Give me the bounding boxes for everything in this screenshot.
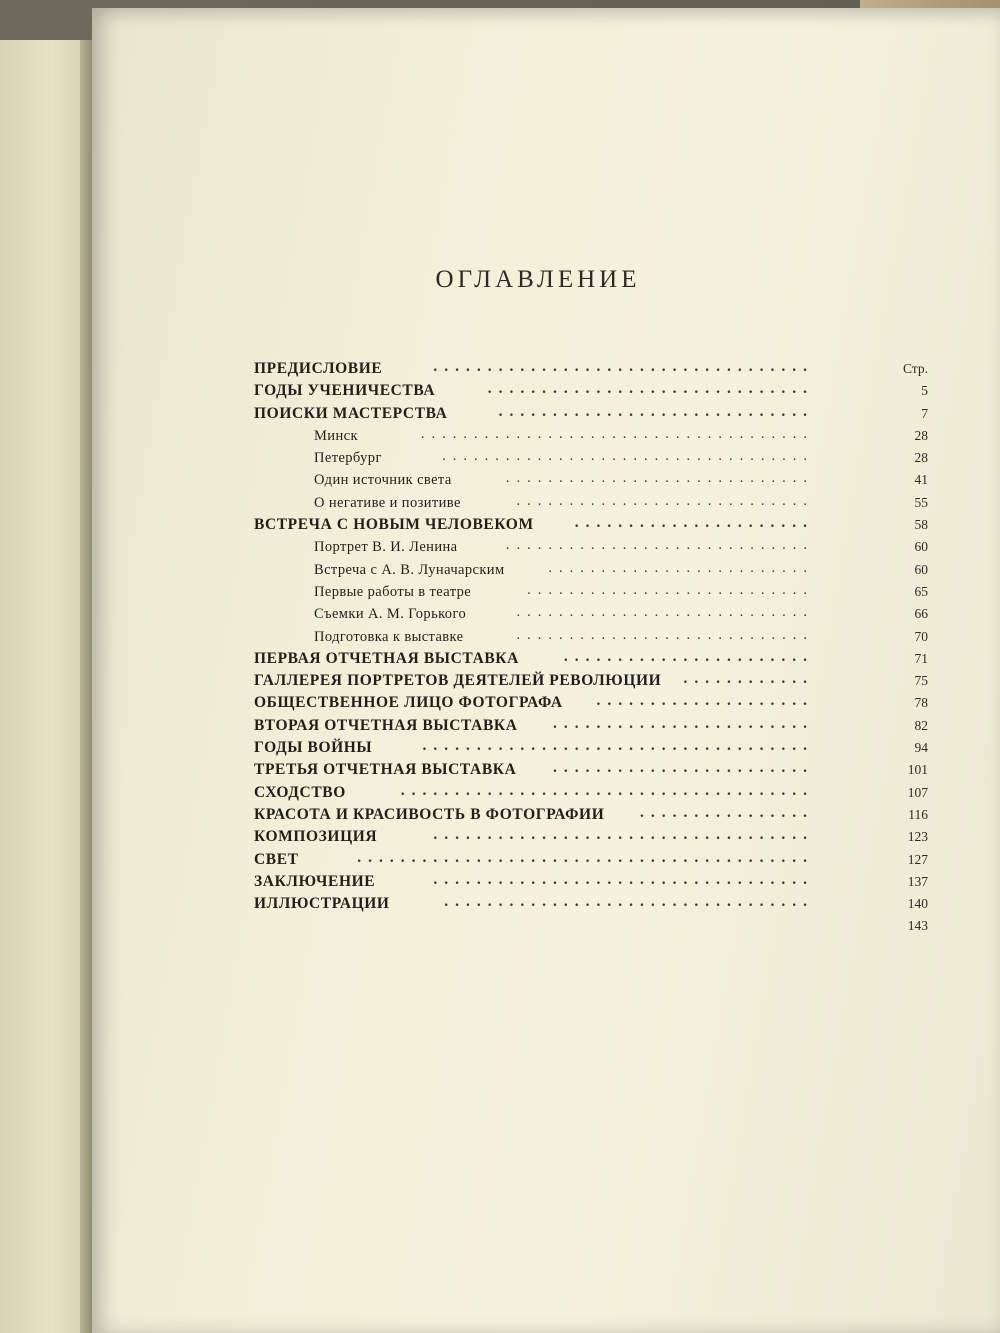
page-number: 7 [921, 405, 928, 421]
toc-entry [254, 603, 814, 625]
toc-entry-label: ГАЛЛЕРЕЯ ПОРТРЕТОВ ДЕЯТЕЛЕЙ РЕВОЛЮЦИИ [254, 672, 662, 690]
dot-leader: ......................... [548, 559, 814, 576]
page-number: 60 [914, 539, 928, 555]
book-page [92, 8, 1000, 1333]
dot-leader: ........................ [553, 759, 814, 777]
toc-entry [254, 871, 814, 893]
toc-entry [254, 826, 814, 848]
toc-entry [254, 403, 814, 425]
toc-entry-label: СВЕТ [254, 850, 299, 868]
dot-leader: ............................ [516, 626, 814, 643]
dot-leader: ................................... [442, 448, 814, 465]
toc-entry-label: ВТОРАЯ ОТЧЕТНАЯ ВЫСТАВКА [254, 716, 518, 734]
dot-leader: ............ [683, 670, 814, 688]
page-number: 28 [914, 450, 928, 466]
toc-entry-label: Первые работы в театре [314, 583, 472, 600]
dot-leader: ....................... [563, 647, 814, 665]
toc-entry [254, 447, 814, 469]
toc-entry [254, 536, 814, 558]
dot-leader: ..................................... [420, 425, 814, 442]
toc-entry-label: КОМПОЗИЦИЯ [254, 828, 378, 846]
toc-entry [254, 715, 814, 737]
toc-entry [254, 492, 814, 514]
dot-leader: .................................. [444, 893, 814, 911]
page-number-column [868, 358, 928, 938]
toc-entry [254, 737, 814, 759]
dot-leader: .......................................... [357, 848, 814, 866]
page-number: 94 [914, 740, 928, 756]
toc-entry-label: Встреча с А. В. Луначарским [314, 561, 505, 578]
page-number: 41 [914, 472, 928, 488]
dot-leader: ............................ [516, 604, 814, 621]
dot-leader: ............................. [505, 537, 814, 554]
page-number: 66 [914, 606, 928, 622]
toc-entry [254, 849, 814, 871]
page-number: 55 [914, 494, 928, 510]
toc-entry-label: ГОДЫ ВОЙНЫ [254, 739, 373, 757]
toc-entry-label: КРАСОТА И КРАСИВОСТЬ В ФОТОГРАФИИ [254, 805, 605, 823]
toc-entry-label: О негативе и позитиве [314, 494, 461, 511]
page-title: ОГЛАВЛЕНИЕ [435, 266, 641, 293]
toc-entry-label: Петербург [314, 450, 382, 467]
dot-leader: ........................... [527, 581, 814, 598]
toc-entry-label: ПЕРВАЯ ОТЧЕТНАЯ ВЫСТАВКА [254, 649, 519, 667]
toc-entry [254, 514, 814, 536]
toc-entry [254, 358, 814, 380]
page-number: 137 [907, 873, 928, 889]
dot-leader: ................................... [433, 826, 814, 844]
toc-entry-label: ЗАКЛЮЧЕНИЕ [254, 872, 376, 890]
toc-entry [254, 425, 814, 447]
toc-entry-label: Съемки А. М. Горького [314, 606, 467, 623]
dot-leader: ...................... [574, 514, 814, 532]
page-column-header: Стр. [902, 361, 928, 376]
page-number: 78 [914, 695, 928, 711]
toc-entry [254, 469, 814, 491]
toc-entry [254, 692, 814, 714]
page-number: 60 [914, 561, 928, 577]
dot-leader: .................... [596, 692, 814, 710]
page-number: 75 [914, 673, 928, 689]
page-number: 71 [914, 650, 928, 666]
toc-entry-label: ПРЕДИСЛОВИЕ [254, 360, 383, 377]
toc-entry [254, 581, 814, 603]
page-number: 65 [914, 583, 928, 599]
toc-entry-label: ПОИСКИ МАСТЕРСТВА [254, 404, 448, 422]
toc-entry [254, 759, 814, 781]
toc-entry [254, 648, 814, 670]
toc-entry [254, 782, 814, 804]
dot-leader: ................ [640, 803, 814, 821]
page-number: 127 [907, 851, 928, 867]
dot-leader: .................................... [422, 737, 814, 755]
toc-entry [254, 670, 814, 692]
dot-leader: ................................... [433, 870, 814, 888]
dot-leader: ............................ [516, 492, 814, 509]
dot-leader: ............................. [498, 402, 814, 420]
toc-entry-label: ВСТРЕЧА С НОВЫМ ЧЕЛОВЕКОМ [254, 516, 534, 534]
toc-entry [254, 804, 814, 826]
toc-entry [254, 626, 814, 648]
dot-leader: ...................................... [400, 781, 814, 799]
page-number: 58 [914, 517, 928, 533]
toc-entry-label: ОБЩЕСТВЕННОЕ ЛИЦО ФОТОГРАФА [254, 694, 563, 712]
toc-entry-label: Один источник света [314, 472, 452, 489]
table-of-contents [254, 358, 814, 915]
toc-entry [254, 380, 814, 402]
page-number: 143 [907, 918, 928, 934]
toc-entry-label: ГОДЫ УЧЕНИЧЕСТВА [254, 382, 436, 400]
page-number: 5 [921, 383, 928, 399]
page-number: 70 [914, 628, 928, 644]
toc-entry-label: ТРЕТЬЯ ОТЧЕТНАЯ ВЫСТАВКА [254, 761, 517, 779]
toc-entry-label: СХОДСТВО [254, 783, 346, 801]
page-number: 101 [907, 762, 928, 778]
page-number: 123 [907, 829, 928, 845]
page-number: 116 [908, 806, 928, 822]
toc-entry-label: ИЛЛЮСТРАЦИИ [254, 895, 390, 913]
page-number: 28 [914, 427, 928, 443]
dot-leader: ........................ [553, 714, 814, 732]
dot-leader: ................................... [433, 358, 814, 375]
toc-entry-label: Портрет В. И. Ленина [314, 539, 458, 556]
toc-entry [254, 559, 814, 581]
page-number: 107 [907, 784, 928, 800]
toc-entry-label: Минск [314, 427, 358, 444]
dot-leader: .............................. [487, 380, 814, 398]
dot-leader: ............................. [505, 470, 814, 487]
page-number: 140 [907, 896, 928, 912]
toc-entry-label: Подготовка к выставке [314, 628, 464, 645]
toc-entry [254, 893, 814, 915]
page-number: 82 [914, 717, 928, 733]
